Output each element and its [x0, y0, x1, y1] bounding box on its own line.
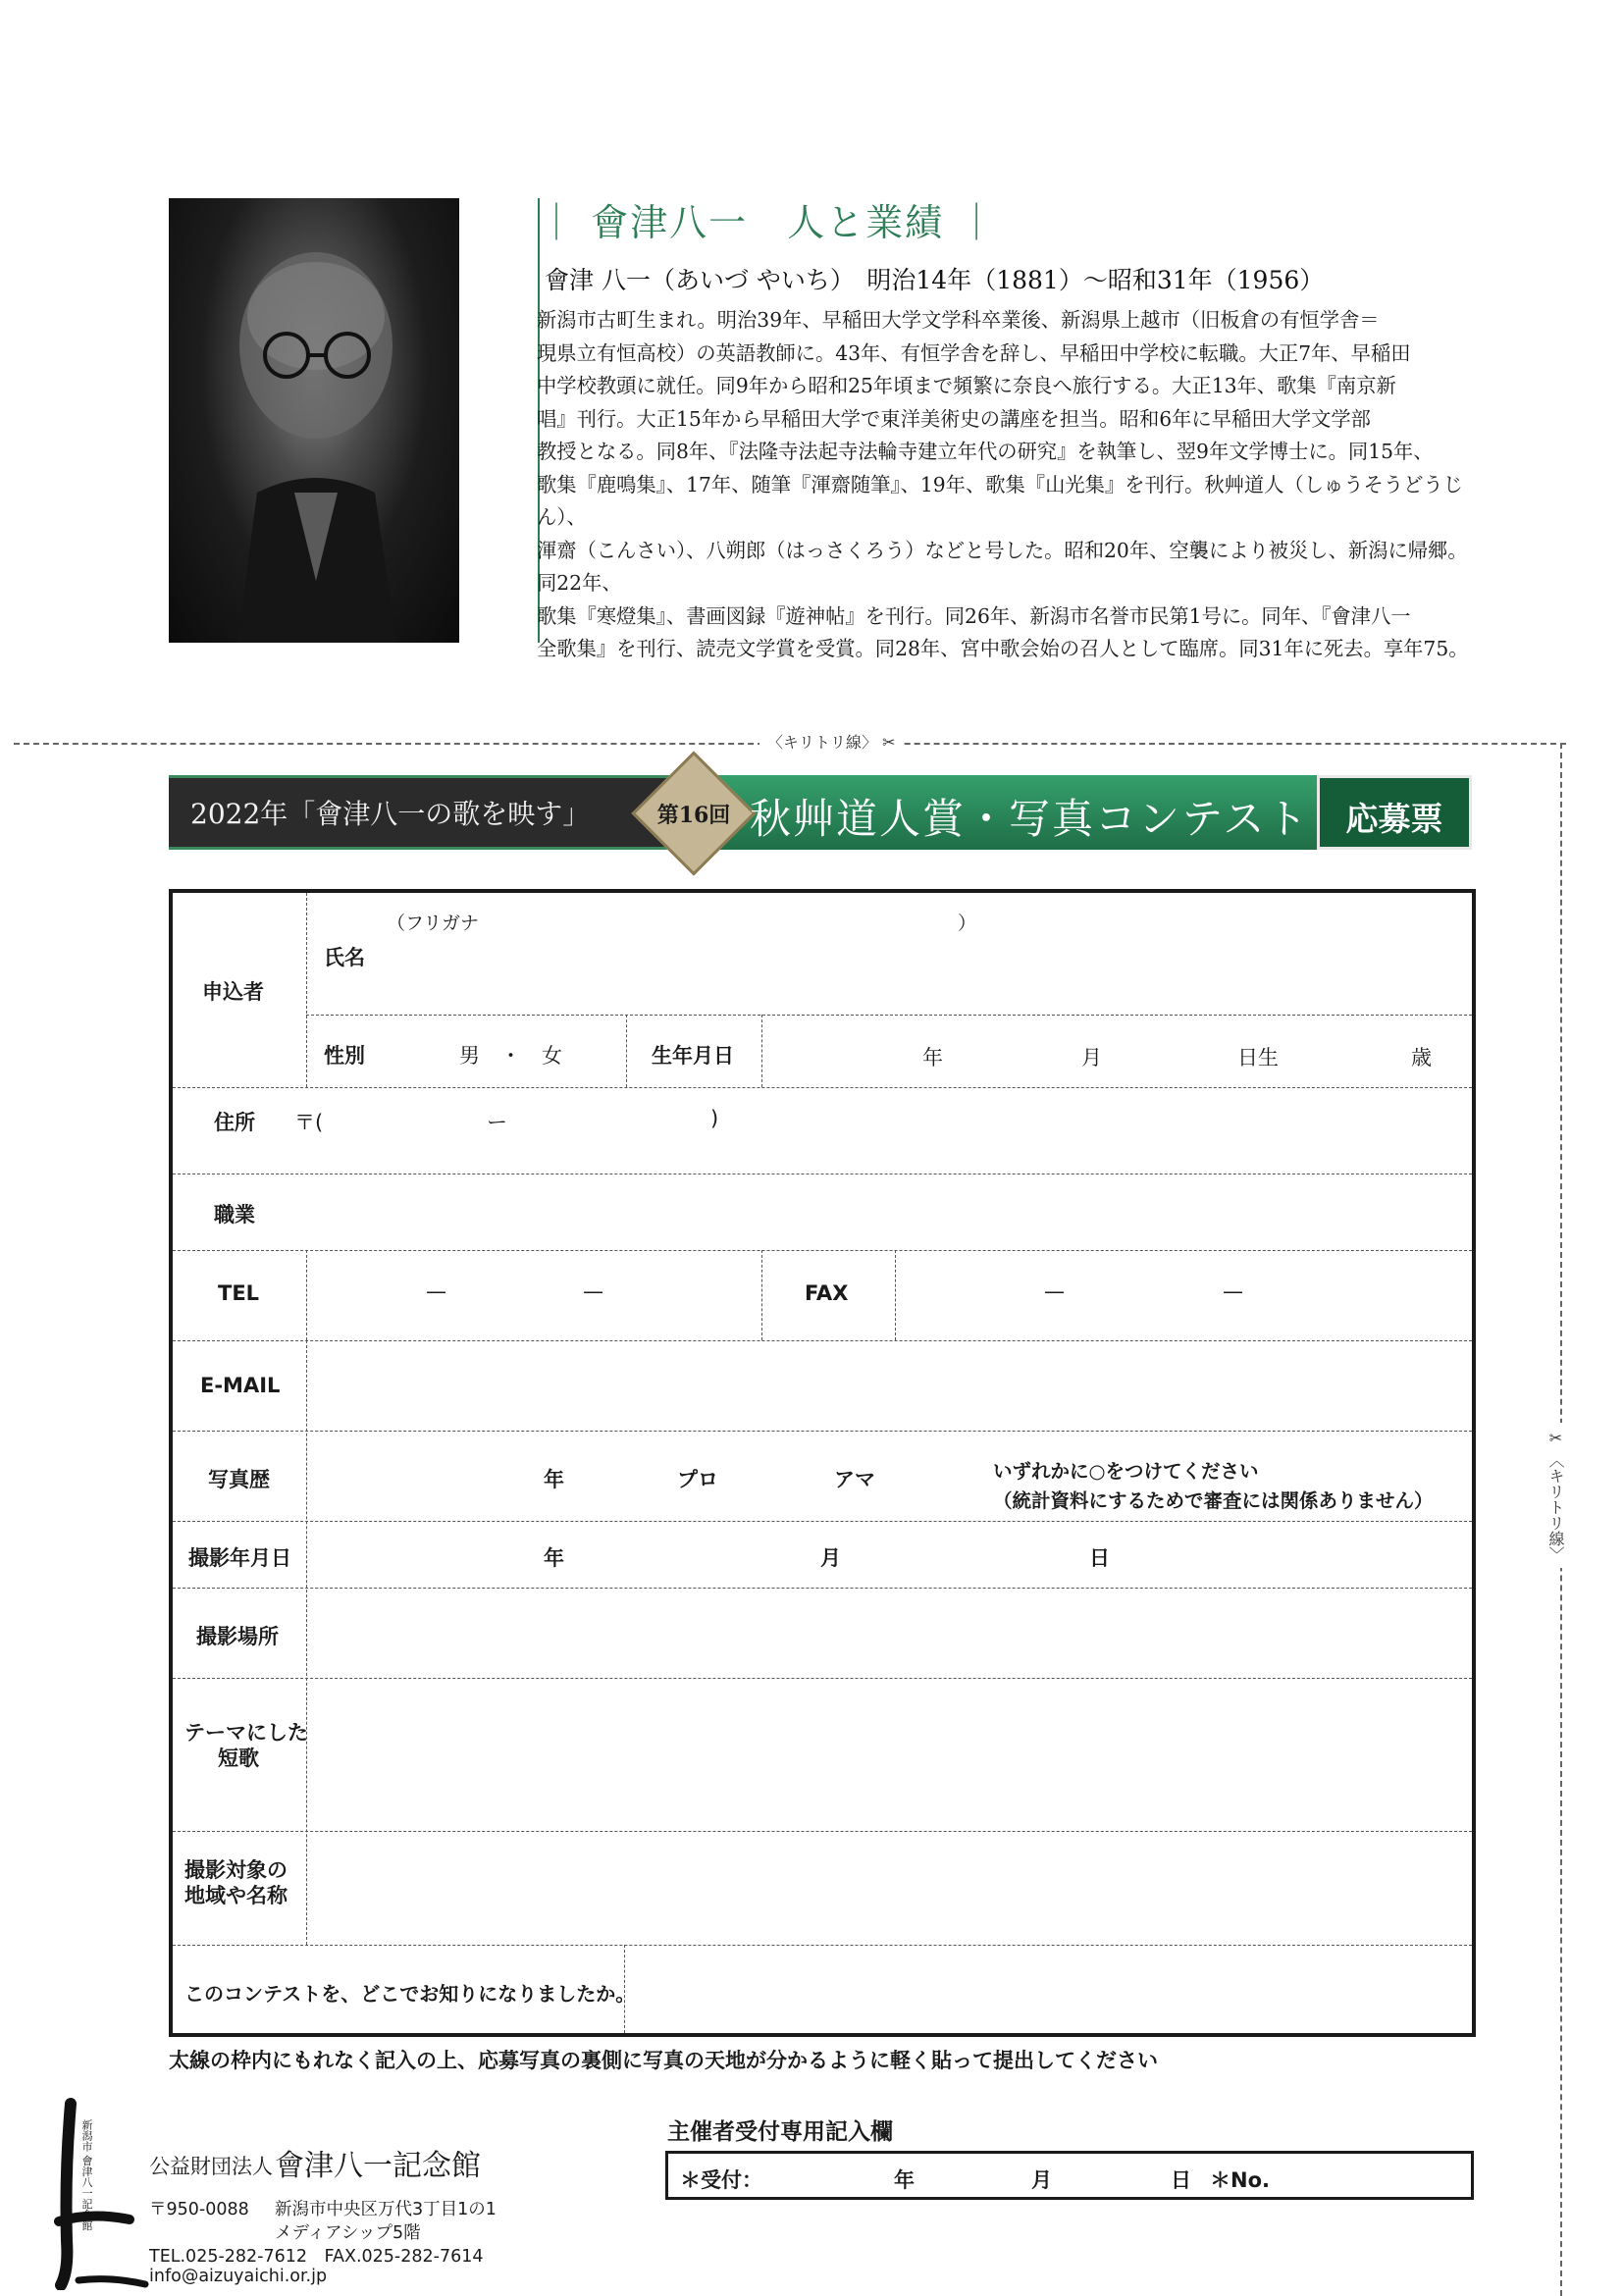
- theme-input-area[interactable]: [312, 1682, 1464, 1827]
- col-divider: [895, 1250, 896, 1340]
- photo-history-ama[interactable]: アマ: [834, 1468, 875, 1491]
- shoot-date-input-area[interactable]: [312, 1525, 1464, 1584]
- photo-history-note: （統計資料にするためで審査には関係ありません）: [993, 1489, 1434, 1512]
- col-divider: [306, 1340, 307, 1945]
- row-divider: [306, 1015, 1472, 1016]
- row-divider: [173, 1431, 1472, 1432]
- birth-year-unit: 年: [922, 1046, 943, 1070]
- shoot-day-unit: 日: [1089, 1546, 1110, 1570]
- bio-line: 現県立有恒高校）の英語教師に。43年、有恒学舎を辞し、早稲田中学校に転職。大正7年、早稲田: [537, 340, 1411, 365]
- photo-history-pro[interactable]: プロ: [677, 1468, 718, 1491]
- applicant-label: 申込者: [202, 980, 264, 1004]
- portrait-silhouette: [169, 198, 459, 643]
- footer-address-1: 新潟市中央区万代3丁目1の1: [275, 2200, 497, 2219]
- museum-logo: [51, 2084, 149, 2290]
- header-oubohyo-text: 応募票: [1345, 800, 1443, 838]
- photo-history-year-unit: 年: [544, 1468, 564, 1491]
- scissors-icon: ✂: [1546, 1429, 1565, 1447]
- occupation-input-area[interactable]: [271, 1177, 1464, 1246]
- location-label: 撮影場所: [196, 1625, 279, 1648]
- org-name: 會津八一記念館: [275, 2149, 481, 2183]
- row-divider: [173, 1588, 1472, 1589]
- reception-year-unit: 年: [894, 2168, 915, 2192]
- fax-input-area[interactable]: [901, 1254, 1464, 1336]
- bio-line: 教授となる。同8年、『法隆寺法起寺法輪寺建立年代の研究』を執筆し、翌9年文学博士に。同15年、: [537, 440, 1434, 463]
- theme-label: テーマにした: [184, 1721, 308, 1745]
- reception-day-unit: 日: [1171, 2168, 1191, 2192]
- cut-label-side: [1544, 1423, 1567, 1568]
- reception-title: 主催者受付専用記入欄: [667, 2119, 893, 2145]
- header-year-text: 2022年「會津八一の歌を映す」: [190, 798, 591, 830]
- footer-address-2: メディアシップ5階: [275, 2223, 421, 2243]
- contest-header: [169, 775, 1472, 850]
- furigana-close: ）: [958, 913, 977, 934]
- bio-line: 唱』刊行。大正15年から早稲田大学で東洋美術史の講座を担当。昭和6年に早稲田大学文学部: [537, 406, 1371, 431]
- cut-label-text: 〈キリトリ線〉: [1546, 1452, 1565, 1563]
- footer-email[interactable]: info@aizuyaichi.or.jp: [149, 2267, 328, 2286]
- name-label: 氏名: [324, 946, 365, 969]
- shoot-year-unit: 年: [544, 1546, 564, 1570]
- cut-label-text: 〈キリトリ線〉: [767, 733, 878, 752]
- theme-label-2: 短歌: [218, 1747, 259, 1770]
- cut-label-top: [759, 730, 904, 753]
- location-input-area[interactable]: [312, 1592, 1464, 1674]
- subject-label-2: 地域や名称: [184, 1884, 288, 1907]
- scissors-icon: ✂: [882, 733, 896, 752]
- submission-note: 太線の枠内にもれなく記入の上、応募写真の裏側に写真の天地が分かるように軽く貼って提出してください: [169, 2049, 1158, 2072]
- fax-label: FAX: [805, 1281, 849, 1305]
- bio-title: ｜ 會津八一 人と業績 ｜: [538, 201, 998, 244]
- furigana-label: （フリガナ: [387, 913, 480, 934]
- row-divider: [173, 1250, 1472, 1251]
- portrait-photo: [169, 198, 459, 643]
- gender-options[interactable]: 男 ・ 女: [459, 1044, 562, 1068]
- address-label: 住所: [214, 1111, 255, 1134]
- photo-history-label: 写真歴: [208, 1468, 270, 1491]
- reception-uketsuke: ＊受付：: [680, 2168, 762, 2192]
- reception-month-unit: 月: [1031, 2168, 1052, 2192]
- bio-line: 渾齋（こんさい）、八朔郎（はっさくろう）などと号した。昭和20年、空襲により被災し、新潟に帰郷。同22年、: [537, 538, 1468, 595]
- logo-text: 新潟市 會津八一記念館: [80, 2119, 93, 2231]
- name-input-area[interactable]: [320, 932, 1458, 1011]
- tel-label: TEL: [218, 1281, 260, 1305]
- col-divider: [306, 1250, 307, 1340]
- reception-box: [665, 2151, 1474, 2200]
- col-divider: [761, 1015, 762, 1087]
- gender-label: 性別: [324, 1044, 365, 1068]
- header-kai: 第16回: [656, 803, 731, 828]
- bio-line: 歌集『鹿鳴集』、17年、随筆『渾齋随筆』、19年、歌集『山光集』を刊行。秋艸道人（しゅうそうどうじん）、: [537, 472, 1463, 529]
- org-prefix: 公益財団法人: [149, 2155, 273, 2178]
- how-known-label: このコンテストを、どこでお知りになりましたか。: [184, 1982, 636, 2006]
- email-input-area[interactable]: [312, 1344, 1464, 1427]
- col-divider: [626, 1015, 627, 1087]
- bio-line: 全歌集』を刊行、読売文学賞を受賞。同28年、宮中歌会始の召人として臨席。同31年に死去。享年75。: [537, 637, 1469, 660]
- bio-name-line: 會津 八一（あいづ やいち） 明治14年（1881）～昭和31年（1956）: [545, 266, 1325, 294]
- reception-no: ＊No.: [1210, 2168, 1270, 2192]
- footer-tel-fax: TEL.025-282-7612 FAX.025-282-7614: [149, 2247, 484, 2267]
- row-divider: [173, 1831, 1472, 1832]
- photo-history-note: いずれかに○をつけてください: [993, 1460, 1259, 1483]
- subject-label: 撮影対象の: [184, 1858, 288, 1882]
- header-oubohyo: [1317, 775, 1472, 850]
- tel-dash: —: [426, 1279, 446, 1303]
- bio-line: 歌集『寒燈集』、書画図録『遊神帖』を刊行。同26年、新潟市名誉市民第1号に。同年、『會津八一: [537, 603, 1411, 628]
- subject-input-area[interactable]: [312, 1835, 1464, 1941]
- address-input-area[interactable]: [271, 1093, 1464, 1170]
- row-divider: [173, 1945, 1472, 1946]
- fax-dash: —: [1044, 1279, 1065, 1303]
- row-divider: [173, 1521, 1472, 1522]
- fax-dash: —: [1223, 1279, 1243, 1303]
- bio-line: 新潟市古町生まれ。明治39年、早稲田大学文学科卒業後、新潟県上越市（旧板倉の有恒学舎＝: [537, 308, 1380, 332]
- age-unit: 歳: [1411, 1046, 1432, 1070]
- postal-dash: ー: [487, 1111, 507, 1134]
- application-form: [169, 889, 1476, 2037]
- birth-month-unit: 月: [1081, 1046, 1102, 1070]
- col-divider: [761, 1250, 762, 1340]
- bio-line: 中学校教頭に就任。同9年から昭和25年頃まで頻繁に奈良へ旅行する。大正13年、歌集『南京新: [537, 374, 1396, 397]
- birth-day-unit: 日生: [1237, 1046, 1279, 1070]
- row-divider: [173, 1087, 1472, 1088]
- shoot-month-unit: 月: [820, 1546, 841, 1570]
- postal-open: 〒(: [294, 1111, 324, 1134]
- email-label: E-MAIL: [200, 1374, 281, 1397]
- birthdate-input-area[interactable]: [767, 1018, 1464, 1083]
- occupation-label: 職業: [214, 1203, 255, 1226]
- birthdate-label: 生年月日: [652, 1044, 734, 1068]
- tel-input-area[interactable]: [312, 1254, 756, 1336]
- how-known-input-area[interactable]: [630, 1949, 1464, 2029]
- bio-text: [537, 304, 1479, 666]
- col-divider: [306, 893, 307, 1087]
- shoot-date-label: 撮影年月日: [188, 1546, 291, 1570]
- footer-postal: 〒950-0088: [149, 2200, 249, 2219]
- postal-close: ): [710, 1107, 719, 1130]
- header-title: 秋艸道人賞・写真コンテスト: [750, 795, 1310, 843]
- row-divider: [173, 1678, 1472, 1679]
- tel-dash: —: [583, 1279, 603, 1303]
- row-divider: [173, 1340, 1472, 1341]
